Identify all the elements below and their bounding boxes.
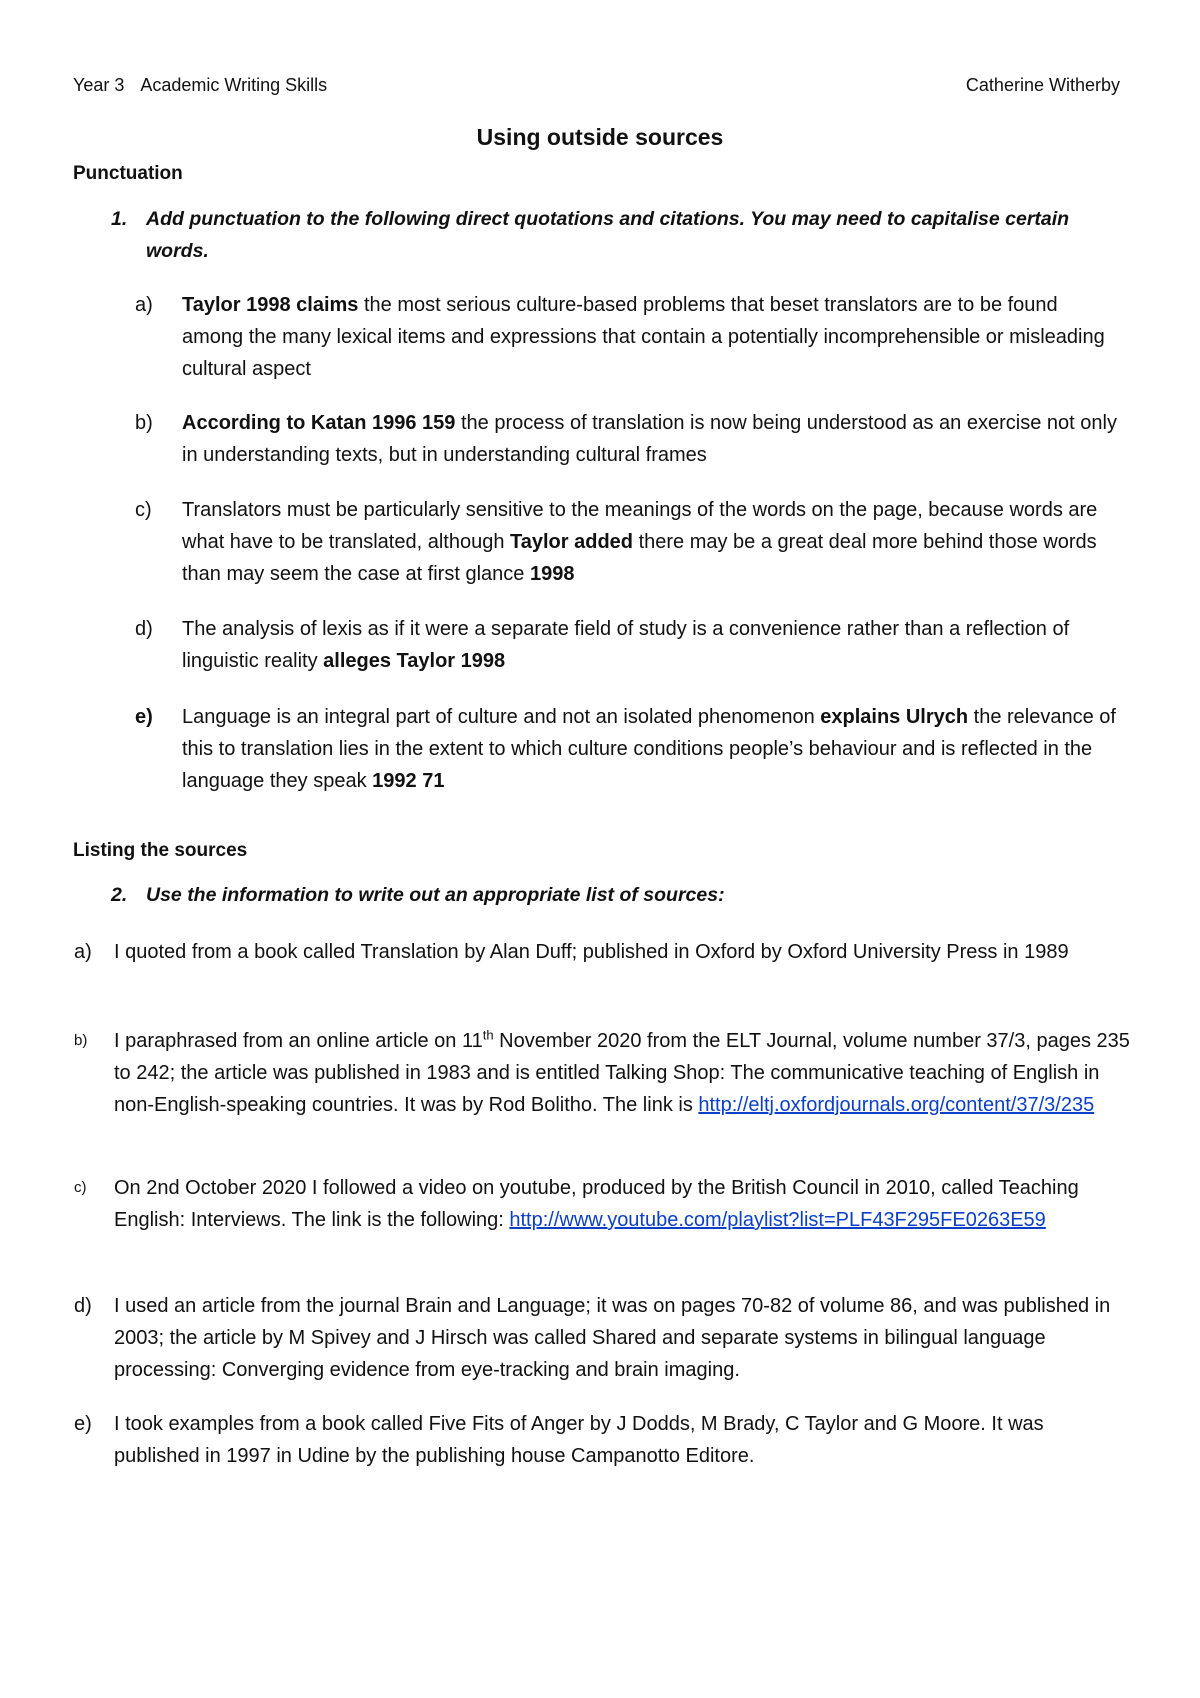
list-item <box>74 936 1134 968</box>
emphasis-text: 1992 71 <box>372 770 445 792</box>
emphasis-text: 1998 <box>529 563 575 585</box>
list-item-label: a) <box>135 294 153 316</box>
body-text: the most serious culture-based problems that beset translators are to be found among the many lexical items and expressions that contain a potentially incomprehensible or misleading cultural aspect <box>182 294 1105 380</box>
source-link[interactable]: http://www.youtube.com/playlist?list=PLF43F295FE0263E59 <box>509 1209 1046 1231</box>
question-1 <box>111 203 1096 267</box>
question-number: 1. <box>111 208 128 230</box>
ordinal-suffix: th <box>482 1027 494 1043</box>
body-text: On 2nd October 2020 I followed a video on youtube, produced by the British Council in 2010, called Teaching English: Interviews. The link is the following: <box>114 1177 1079 1231</box>
list-item-label: d) <box>135 618 153 640</box>
list-item <box>74 1172 1134 1236</box>
list-item <box>135 407 1118 471</box>
list-item-label: b) <box>135 412 153 434</box>
question-text: Use the information to write out an appropriate list of sources: <box>146 884 725 906</box>
list-item-label: c) <box>74 1179 87 1196</box>
list-item-label: a) <box>74 941 92 963</box>
body-text: I took examples from a book called Five Fits of Anger by J Dodds, M Brady, C Taylor and G Moore. It was published in 1997 in Udine by the publishing house Campanotto Editore. <box>114 1413 1044 1467</box>
list-item <box>135 613 1118 677</box>
list-item-label: e) <box>74 1413 92 1435</box>
header-left <box>73 75 327 96</box>
body-text: the relevance of this to translation lies in the extent to which culture conditions people’s behaviour and is reflected in the language they speak <box>182 706 1116 792</box>
emphasis-text: According to Katan 1996 159 <box>182 412 456 434</box>
emphasis-text: Taylor 1998 claims <box>182 294 359 316</box>
list-item <box>135 494 1118 590</box>
list-item <box>74 1408 1134 1472</box>
list-item-label: b) <box>74 1032 88 1049</box>
header-author: Catherine Witherby <box>965 75 1120 95</box>
body-text: Language is an integral part of culture and not an isolated phenomenon <box>182 706 821 728</box>
body-text: Translators must be particularly sensitive to the meanings of the words on the page, because words are what have to be translated, although <box>182 499 1098 553</box>
emphasis-text: explains Ulrych <box>820 706 969 728</box>
body-text: I paraphrased from an online article on 11 <box>114 1030 483 1052</box>
list-item <box>74 1025 1134 1121</box>
body-text: there may be a great deal more behind those words than may seem the case at first glance <box>182 531 1097 585</box>
body-text: I quoted from a book called Translation by Alan Duff; published in Oxford by Oxford University Press in 1989 <box>114 941 1069 963</box>
section-heading-listing-sources: Listing the sources <box>73 840 248 861</box>
question-number: 2. <box>111 884 128 906</box>
section-heading-punctuation: Punctuation <box>73 163 183 184</box>
list-item-label: d) <box>74 1295 92 1317</box>
page-title: Using outside sources <box>476 124 724 150</box>
list-item <box>74 1290 1134 1386</box>
question-2 <box>111 879 1096 911</box>
list-item-label: e) <box>135 706 153 728</box>
list-item <box>135 289 1118 385</box>
source-link[interactable]: http://eltj.oxfordjournals.org/content/37/3/235 <box>698 1094 1095 1116</box>
list-item-label: c) <box>135 499 152 521</box>
emphasis-text: alleges Taylor 1998 <box>323 650 506 672</box>
emphasis-text: Taylor added <box>510 531 634 553</box>
body-text: November 2020 from the ELT Journal, volume number 37/3, pages 235 to 242; the article was published in 1983 and is entitled Talking Shop: The communicative teaching of English in non-English-speaking countries. It was by Rod Bolitho. The link is <box>114 1030 1130 1116</box>
list-item <box>135 701 1118 797</box>
question-text: Add punctuation to the following direct quotations and citations. You may need to capitalise certain words. <box>146 208 1070 262</box>
body-text: I used an article from the journal Brain and Language; it was on pages 70-82 of volume 86, and was published in 2003; the article by M Spivey and J Hirsch was called Shared and separate systems in bilingual language processing: Converging evidence from eye-tracking and brain imaging. <box>114 1295 1111 1381</box>
body-text: the process of translation is now being understood as an exercise not only in understanding texts, but in understanding cultural frames <box>182 412 1117 466</box>
header-year: Year 3 <box>73 75 125 95</box>
header-course: Academic Writing Skills <box>140 75 328 95</box>
body-text: The analysis of lexis as if it were a separate field of study is a convenience rather than a reflection of linguistic reality <box>182 618 1070 672</box>
